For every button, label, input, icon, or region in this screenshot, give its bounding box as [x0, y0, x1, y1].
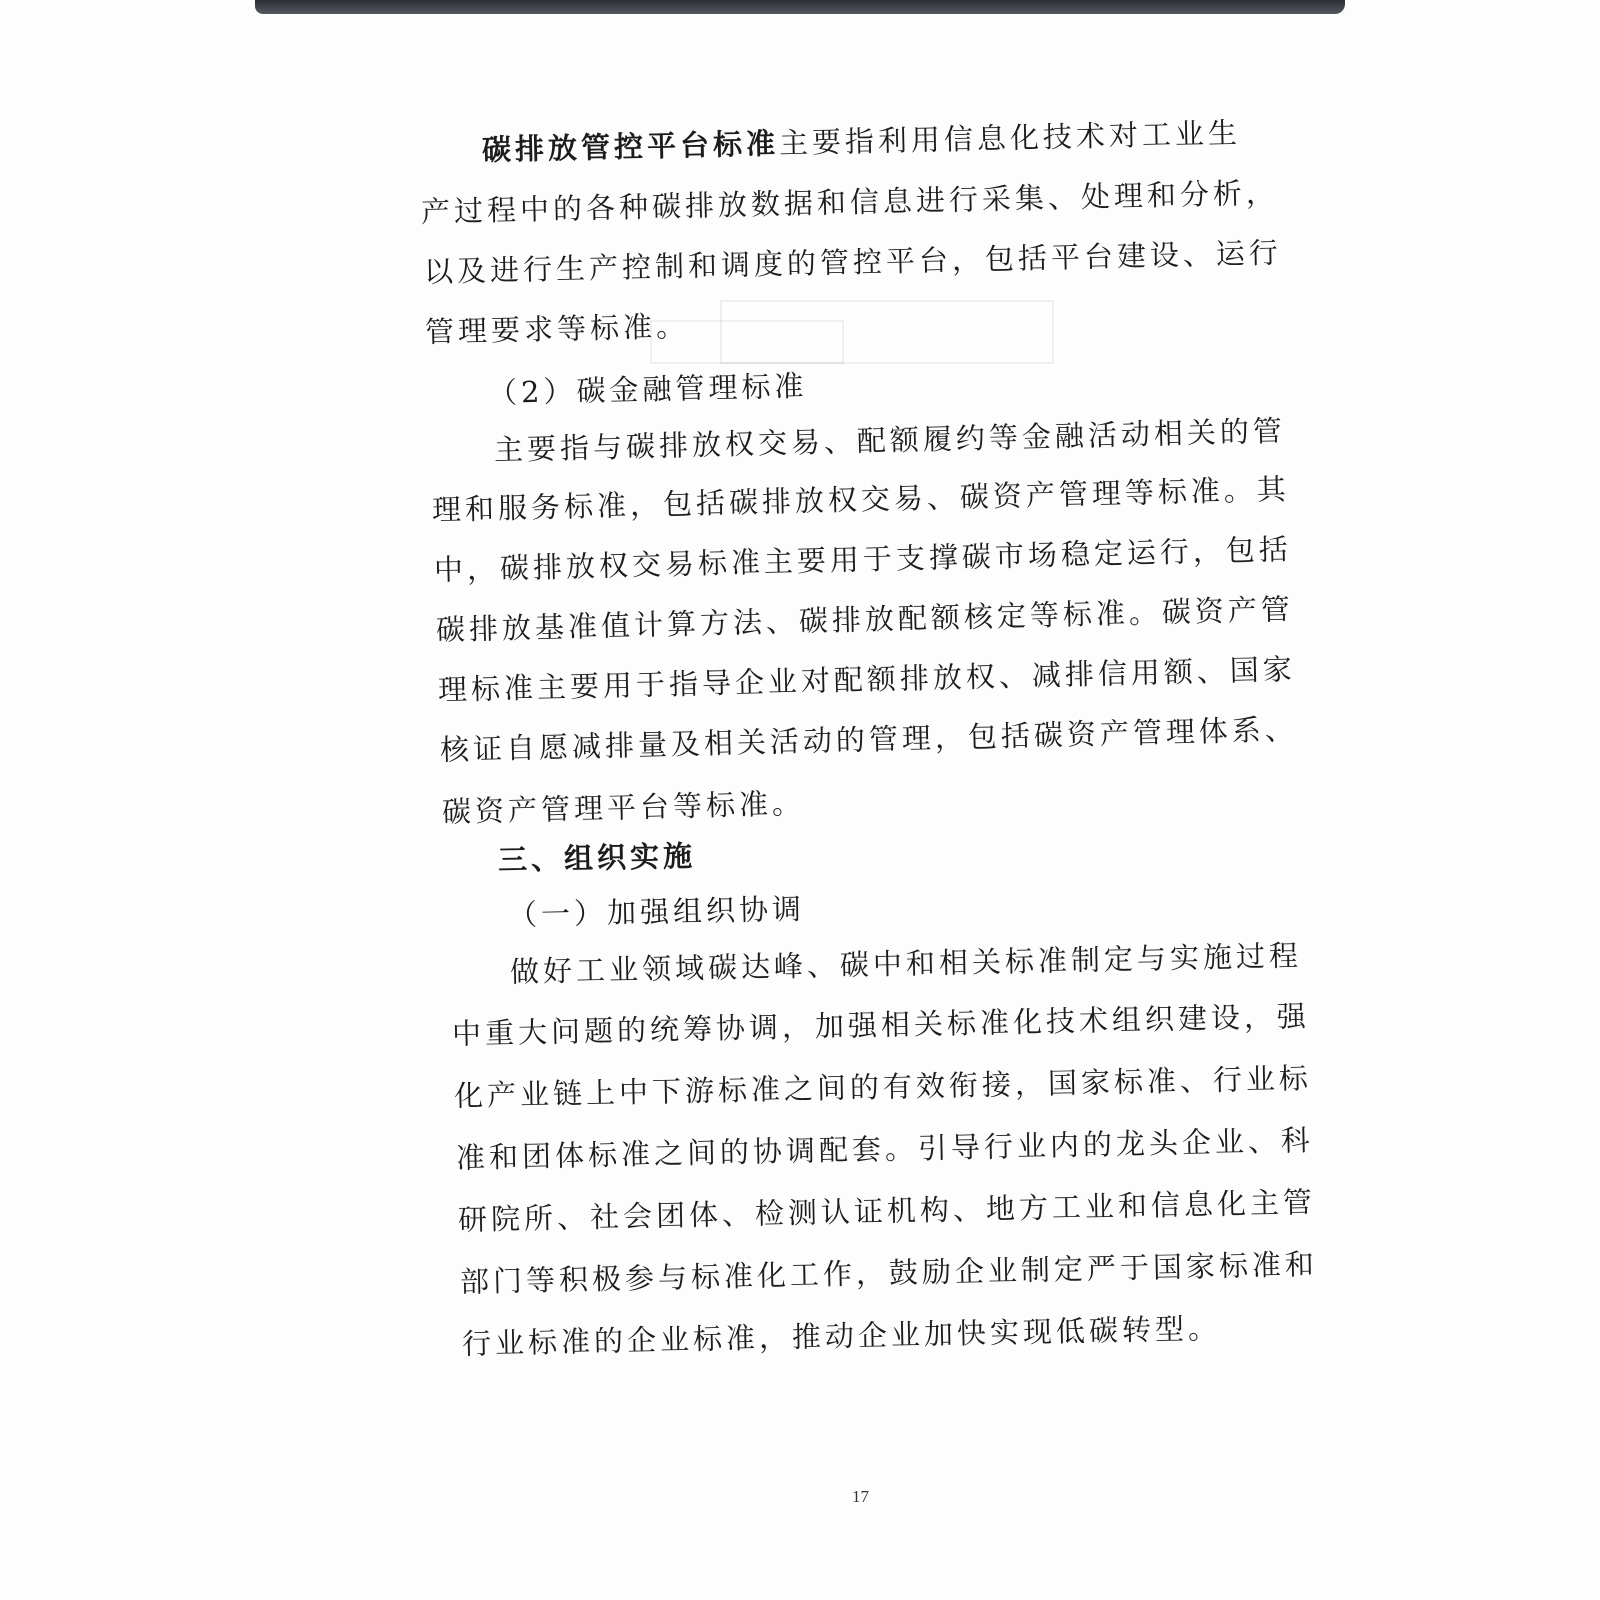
paragraph-line: 碳排放基准值计算方法、碳排放配额核定等标准。碳资产管 — [435, 592, 1295, 647]
page-number: 17 — [852, 1487, 869, 1506]
bold-term: 碳排放管控平台标准 — [481, 126, 780, 167]
paragraph-line: 准和团体标准之间的协调配套。引导行业内的龙头企业、科 — [455, 1123, 1315, 1175]
paragraph-line: 碳资产管理平台等标准。 — [441, 786, 806, 829]
paragraph-line: 理标准主要用于指导企业对配额排放权、减排信用额、国家 — [437, 652, 1297, 707]
paragraph-line — [482, 111, 1242, 169]
subheading: （2）碳金融管理标准 — [487, 368, 808, 410]
paragraph-line: 部门等积极参与标准化工作，鼓励企业制定严于国家标准和 — [459, 1247, 1319, 1299]
paragraph-line: 理和服务标准，包括碳排放权交易、碳资产管理等标准。其 — [431, 472, 1291, 527]
paragraph-line: 化产业链上中下游标准之间的有效衔接，国家标准、行业标 — [453, 1061, 1313, 1113]
paragraph-line: 产过程中的各种碳排放数据和信息进行采集、处理和分析， — [420, 175, 1280, 229]
paragraph-line: 主要指与碳排放权交易、配额履约等金融活动相关的管 — [493, 413, 1287, 467]
paragraph-line: 中，碳排放权交易标准主要用于支撑碳市场稳定运行，包括 — [433, 532, 1293, 587]
text-run: 主要指利用信息化技术对工业生 — [778, 115, 1242, 161]
paragraph-line: 中重大问题的统筹协调，加强相关标准化技术组织建设，强 — [451, 999, 1311, 1051]
paragraph-line: 做好工业领域碳达峰、碳中和相关标准制定与实施过程 — [509, 938, 1303, 989]
subsection-heading: （一）加强组织协调 — [507, 891, 806, 932]
section-heading: 三、组织实施 — [497, 838, 697, 877]
paragraph-line: 以及进行生产控制和调度的管控平台，包括平台建设、运行 — [423, 235, 1283, 289]
paragraph-line: 研院所、社会团体、检测认证机构、地方工业和信息化主管 — [457, 1185, 1317, 1237]
paragraph-line: 行业标准的企业标准，推动企业加快实现低碳转型。 — [461, 1311, 1222, 1361]
paragraph-line: 管理要求等标准。 — [424, 309, 690, 349]
paragraph-line: 核证自愿减排量及相关活动的管理，包括碳资产管理体系、 — [439, 712, 1299, 767]
